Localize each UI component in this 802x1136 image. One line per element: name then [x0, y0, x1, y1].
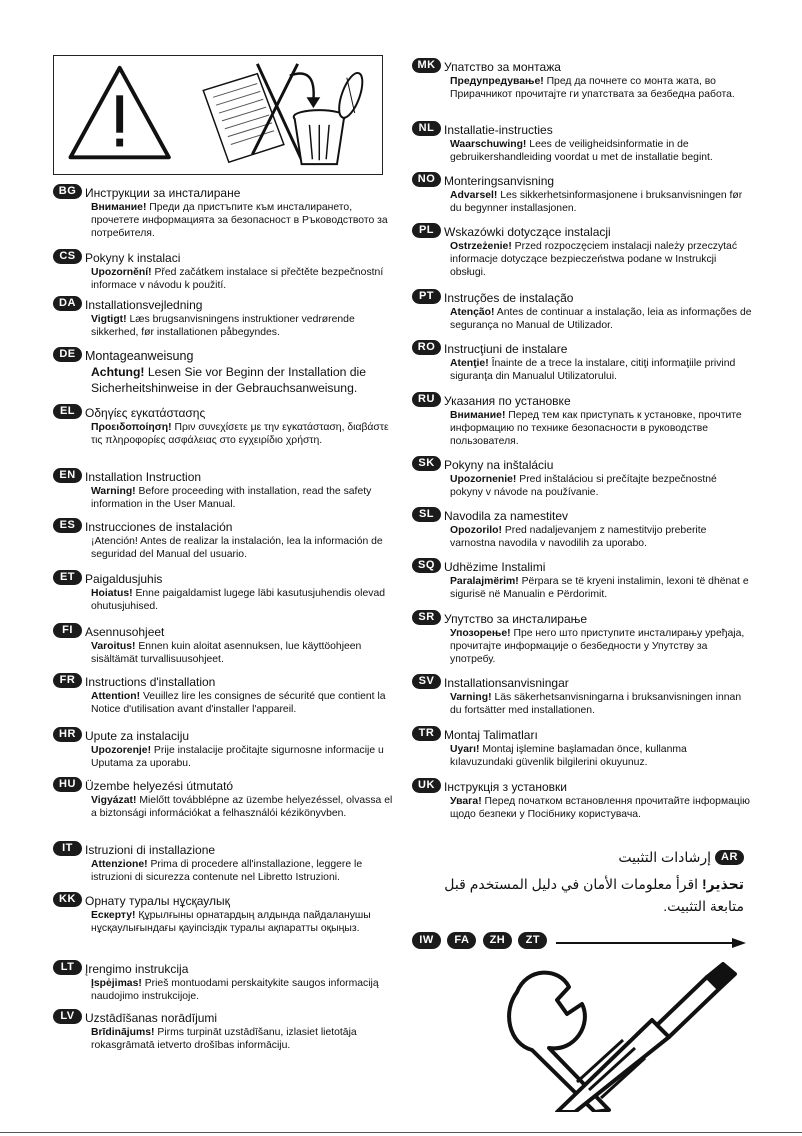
lang-text: Atenção! Antes de continuar a instalação, leia as informações de segurança no Manual de Utilizador.	[450, 307, 752, 331]
lang-code-badge: ES	[53, 518, 82, 533]
lang-title: Installatie-instructies	[444, 123, 553, 137]
lang-code-badge: KK	[53, 892, 82, 907]
lang-code-badge: SK	[412, 456, 441, 471]
lang-title: Instrucciones de instalación	[85, 520, 233, 534]
lang-code-badge: PT	[412, 289, 441, 304]
lang-text: Внимание! Преди да пристъпите към инсталирането, прочетете информацията за безопасност в Ръководството за потребителя.	[91, 202, 388, 239]
lang-title: Udhëzime Instalimi	[444, 560, 546, 574]
lang-block-hr	[53, 727, 393, 770]
lang-code-badge: FA	[447, 932, 476, 949]
lang-text: Внимание! Перед тем как приступать к установке, прочтите информацию по технике безопасности в руководстве пользователя.	[450, 410, 742, 447]
lang-block-lt	[53, 960, 393, 1003]
lang-code-badge: SQ	[412, 558, 441, 573]
warning-triangle-icon	[71, 68, 169, 157]
lang-text: Achtung! Lesen Sie vor Beginn der Installation die Sicherheitshinweise in der Gebrauchsanweisung.	[91, 365, 367, 395]
lang-text: Uyarı! Montaj işlemine başlamadan önce, kullanma kılavuzundaki güvenlik bilgilerini okuyunuz.	[450, 744, 687, 768]
lang-text: Opozorilo! Pred nadaljevanjem z namestitvijo preberite varnostna navodila v navodilih za uporabo.	[450, 525, 707, 549]
lang-text: Предупредување! Пред да почнете со монта жата, во Прирачникот прочитајте ги упатствата за безбедна работа.	[450, 76, 735, 100]
lang-block-fi	[53, 623, 393, 666]
lang-code-badge: NL	[412, 121, 441, 136]
other-languages-row	[412, 930, 752, 950]
lang-block-pl	[412, 223, 752, 279]
lang-code-badge: SR	[412, 610, 441, 625]
lang-text: Увага! Перед початком встановлення прочитайте інформацію щодо безпеки у Посібнику користувача.	[450, 796, 750, 820]
lang-title: Упутство за инсталирање	[444, 612, 588, 626]
lang-title: Įrengimo instrukcija	[85, 962, 189, 976]
lang-block-no	[412, 172, 752, 215]
lang-text: Atenţie! Înainte de a trece la instalare, citiţi informaţiile privind siguranţa din Manualul Utilizatorului.	[450, 358, 736, 382]
lang-code-badge: LV	[53, 1009, 82, 1024]
lang-code-badge: RO	[412, 340, 441, 355]
lang-code-badge: EL	[53, 404, 82, 419]
lang-title: Installation Instruction	[85, 470, 202, 484]
trash-bin-icon	[294, 70, 367, 164]
lang-block-sv	[412, 674, 752, 717]
lang-text: ¡Atención! Antes de realizar la instalación, lea la información de seguridad del Manual del usuario.	[91, 536, 383, 560]
lang-title: Navodila za namestitev	[444, 509, 569, 523]
lang-title: Montaj Talimatları	[444, 728, 538, 742]
lang-code-badge: IT	[53, 841, 82, 856]
lang-text: Warning! Before proceeding with installation, read the safety information in the User Manual.	[91, 486, 372, 510]
lang-code-badge: LT	[53, 960, 82, 975]
lang-code-badge: IW	[412, 932, 441, 949]
lang-title: Instructions d'installation	[85, 675, 216, 689]
lang-block-ar	[412, 850, 744, 917]
lang-block-bg	[53, 184, 393, 240]
lang-title: Asennusohjeet	[85, 625, 165, 639]
lang-code-badge: SV	[412, 674, 441, 689]
lang-title: Упатство за монтажа	[444, 60, 561, 74]
lang-block-sl	[412, 507, 752, 550]
lang-text: Paralajmërim! Përpara se të kryeni instalimin, lexoni të dhënat e sigurisë në Manualin e Përdorimit.	[450, 576, 749, 600]
arrow-right-icon	[556, 938, 746, 948]
lang-block-tr	[412, 726, 752, 769]
lang-text: Ostrzeżenie! Przed rozpoczęciem instalacji należy przeczytać informacje dotyczące bezpieczeństwa podane w Instrukcji obsługi.	[450, 241, 738, 278]
lang-block-uk	[412, 778, 752, 821]
lang-block-kk	[53, 892, 393, 935]
lang-title: إرشادات التثبيت	[618, 849, 711, 865]
lang-code-badge: PL	[412, 223, 441, 238]
lang-text: Upozorenje! Prije instalacije pročitajte sigurnosne informacije u Uputama za uporabu.	[91, 745, 384, 769]
lang-code-badge: EN	[53, 468, 82, 483]
lang-title: Инструкции за инсталиране	[85, 186, 241, 200]
lang-title: Upute za instalaciju	[85, 729, 190, 743]
crossed-manual-icon	[203, 64, 303, 164]
lang-title: Pokyny na inštaláciu	[444, 458, 554, 472]
lang-code-badge: ZH	[483, 932, 512, 949]
lang-block-es	[53, 518, 393, 561]
lang-text: Įspėjimas! Prieš montuodami perskaitykite saugos informaciją naudojimo instrukcijoje.	[91, 978, 379, 1002]
lang-title: Instrucţiuni de instalare	[444, 342, 568, 356]
lang-code-badge: NO	[412, 172, 441, 187]
lang-text: Hoiatus! Enne paigaldamist lugege läbi kasutusjuhendis olevad ohutusjuhised.	[91, 588, 386, 612]
lang-text: Waarschuwing! Lees de veiligheidsinformatie in de gebruikershandleiding voordat u met de installatie begint.	[450, 139, 713, 163]
lang-title: Орнату туралы нұсқаулық	[85, 894, 230, 908]
lang-block-sk	[412, 456, 752, 499]
lang-title: Monteringsanvisning	[444, 174, 555, 188]
lang-code-badge: DA	[53, 296, 82, 311]
lang-text: Advarsel! Les sikkerhetsinformasjonene i bruksanvisningen før du begynner installasjonen.	[450, 190, 743, 214]
lang-code-badge: ET	[53, 570, 82, 585]
lang-text: Упозорење! Пре него што приступите инсталирању уређаја, прочитајте информације о безбедности у Упутству за употребу.	[450, 628, 745, 665]
lang-block-de	[53, 347, 393, 396]
lang-block-el	[53, 404, 393, 447]
lang-text: Vigtigt! Læs brugsanvisningens instruktioner vedrørende sikkerhed, før installationen påbegyndes.	[91, 314, 355, 338]
lang-title: Указания по установке	[444, 394, 571, 408]
lang-block-ru	[412, 392, 752, 448]
lang-block-cs	[53, 249, 393, 292]
lang-code-badge: UK	[412, 778, 441, 793]
lang-code-badge: ZT	[518, 932, 547, 949]
lang-title: Pokyny k instalaci	[85, 251, 181, 265]
lang-code-badge: DE	[53, 347, 82, 362]
lang-block-hu	[53, 777, 393, 820]
lang-block-pt	[412, 289, 752, 332]
lang-block-nl	[412, 121, 752, 164]
lang-code-badge: AR	[715, 850, 744, 865]
lang-block-et	[53, 570, 393, 613]
lang-title: Istruzioni di installazione	[85, 843, 216, 857]
lang-title: Üzembe helyezési útmutató	[85, 779, 234, 793]
lang-title: Installationsvejledning	[85, 298, 203, 312]
wrench-screwdriver-icon	[497, 962, 765, 1112]
lang-block-ro	[412, 340, 752, 383]
lang-text: Vigyázat! Mielőtt továbblépne az üzembe helyezéssel, olvassa el a biztonsági információkat a felhasználói kézikönyvben.	[91, 795, 393, 819]
lang-code-badge: CS	[53, 249, 82, 264]
lang-code-badge: MK	[412, 58, 441, 73]
lang-text: Upozornenie! Pred inštaláciou si prečítajte bezpečnostné pokyny v návode na používanie.	[450, 474, 717, 498]
lang-text: تحذير! اقرأ معلومات الأمان في دليل المستخدم قبل متابعة التثبيت.	[444, 876, 744, 914]
lang-block-en	[53, 468, 393, 511]
lang-code-badge: FR	[53, 673, 82, 688]
lang-text: Upozornění! Před začátkem instalace si přečtěte bezpečnostní informace v návodu k použití.	[91, 267, 384, 291]
lang-text: Varning! Läs säkerhetsanvisningarna i bruksanvisningen innan du fortsätter med installationen.	[450, 692, 742, 716]
lang-code-badge: HU	[53, 777, 82, 792]
lang-title: Uzstādīšanas norādījumi	[85, 1011, 218, 1025]
page-bottom-rule	[0, 1132, 802, 1133]
lang-code-badge: FI	[53, 623, 82, 638]
lang-code-badge: SL	[412, 507, 441, 522]
lang-title: Інструкція з установки	[444, 780, 567, 794]
lang-block-sr	[412, 610, 752, 666]
lang-title: Instruções de instalação	[444, 291, 574, 305]
lang-text: Προειδοποίηση! Πριν συνεχίσετε με την εγκατάσταση, διαβάστε τις πληροφορίες ασφάλειας στο εγχειρίδιο χρήστη.	[91, 422, 389, 446]
lang-title: Wskazówki dotyczące instalacji	[444, 225, 611, 239]
lang-code-badge: TR	[412, 726, 441, 741]
lang-code-badge: HR	[53, 727, 82, 742]
lang-text: Attenzione! Prima di procedere all'installazione, leggere le istruzioni di sicurezza contenute nel Libretto Istruzioni.	[91, 859, 363, 883]
lang-code-badge: RU	[412, 392, 441, 407]
lang-block-da	[53, 296, 393, 339]
lang-block-sq	[412, 558, 752, 601]
lang-text: Attention! Veuillez lire les consignes de sécurité que contient la Notice d'utilisation avant d'installer l'appareil.	[91, 691, 386, 715]
lang-title: Montageanweisung	[85, 349, 194, 363]
lang-title: Paigaldusjuhis	[85, 572, 163, 586]
lang-block-fr	[53, 673, 393, 716]
lang-code-badge: BG	[53, 184, 82, 199]
illustration-svg	[54, 56, 382, 174]
lang-title: Οδηγίες εγκατάστασης	[85, 406, 206, 420]
lang-text: Ескерту! Құрылғыны орнатардың алдында пайдаланушы нұсқаулығындағы қауіпсіздік туралы ақпаратты оқыңыз.	[91, 910, 371, 934]
lang-text: Varoitus! Ennen kuin aloitat asennuksen, lue käyttöohjeen sisältämät turvallisuusohjeet.	[91, 641, 362, 665]
lang-title: Installationsanvisningar	[444, 676, 569, 690]
safety-illustration	[53, 55, 383, 175]
lang-block-lv	[53, 1009, 393, 1052]
lang-block-mk	[412, 58, 752, 101]
lang-block-it	[53, 841, 393, 884]
lang-text: Brīdinājums! Pirms turpināt uzstādīšanu, izlasiet lietotāja rokasgrāmatā ietverto drošības informāciju.	[91, 1027, 357, 1051]
